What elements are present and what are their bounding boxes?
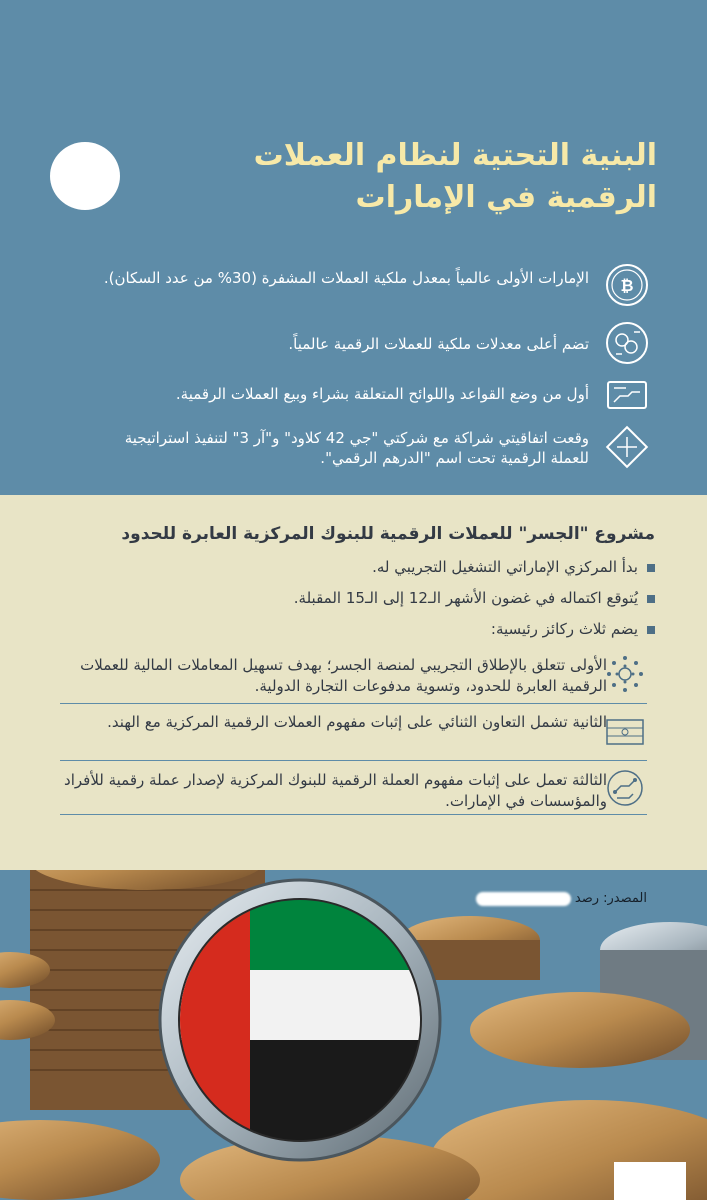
redacted-source <box>476 892 571 906</box>
source-credit <box>476 890 647 908</box>
header-section <box>0 0 707 495</box>
fact-2-text: تضم أعلى معدلات ملكية للعملات الرقمية عالمياً. <box>288 335 589 353</box>
pillar-divider <box>60 760 647 761</box>
pillar-divider <box>60 703 647 704</box>
india-flag-icon <box>605 712 645 752</box>
network-globe-icon <box>605 654 645 694</box>
title-line-2: الرقمية في الإمارات <box>355 180 657 215</box>
pillar-3-text: الثالثة تعمل على إثبات مفهوم العملة الرقمية للبنوك المركزية لإصدار عملة رقمية للأفراد والمؤسسات في الإمارات. <box>64 771 607 810</box>
fact-3-text: أول من وضع القواعد واللوائح المتعلقة بشراء وبيع العملات الرقمية. <box>175 385 589 403</box>
circuit-coin-icon <box>605 768 645 808</box>
project-title: مشروع "الجسر" للعملات الرقمية للبنوك المركزية العابرة للحدود <box>121 524 655 544</box>
coins-illustration <box>0 870 707 1200</box>
qr-code[interactable] <box>614 1162 686 1200</box>
pillar-1-text: الأولى تتعلق بالإطلاق التجريبي لمنصة الجسر؛ بهدف تسهيل المعاملات المالية للعملات الرقمية العابرة للحدود، وتسوية مدفوعات التجارة الدولية. <box>80 656 607 695</box>
svg-text:₿: ₿ <box>620 276 634 295</box>
chip-diamond-icon <box>604 424 650 470</box>
fact-1-text: الإمارات الأولى عالمياً بمعدل ملكية العملات المشفرة (30% من عدد السكان). <box>103 269 589 287</box>
source-label: المصدر: رصد <box>574 891 647 906</box>
fact-4-text: وقعت اتفاقيتي شراكة مع شركتي "جي 42 كلاود" و"آر 3" لتنفيذ استراتيجية للعملة الرقمية تحت اسم "الدرهم الرقمي". <box>124 429 589 467</box>
project-bullet-2: يُتوقع اكتماله في غضون الأشهر الـ12 إلى الـ15 المقبلة. <box>55 587 655 609</box>
logo <box>50 142 120 210</box>
project-bullet-1: بدأ المركزي الإماراتي التشغيل التجريبي له. <box>55 556 655 578</box>
pillar-2-text: الثانية تشمل التعاون الثنائي على إثبات مفهوم العملات الرقمية المركزية مع الهند. <box>107 713 607 731</box>
title-line-1: البنية التحتية لنظام العملات <box>253 138 657 173</box>
digital-coin-circuit-icon <box>604 320 650 366</box>
project-bullet-3: يضم ثلاث ركائز رئيسية: <box>55 618 655 640</box>
page-title <box>137 135 657 219</box>
circuit-card-icon <box>604 372 650 418</box>
coins-illustration-art <box>0 870 707 1200</box>
pillar-divider <box>60 814 647 815</box>
bitcoin-coin-icon <box>604 262 650 308</box>
